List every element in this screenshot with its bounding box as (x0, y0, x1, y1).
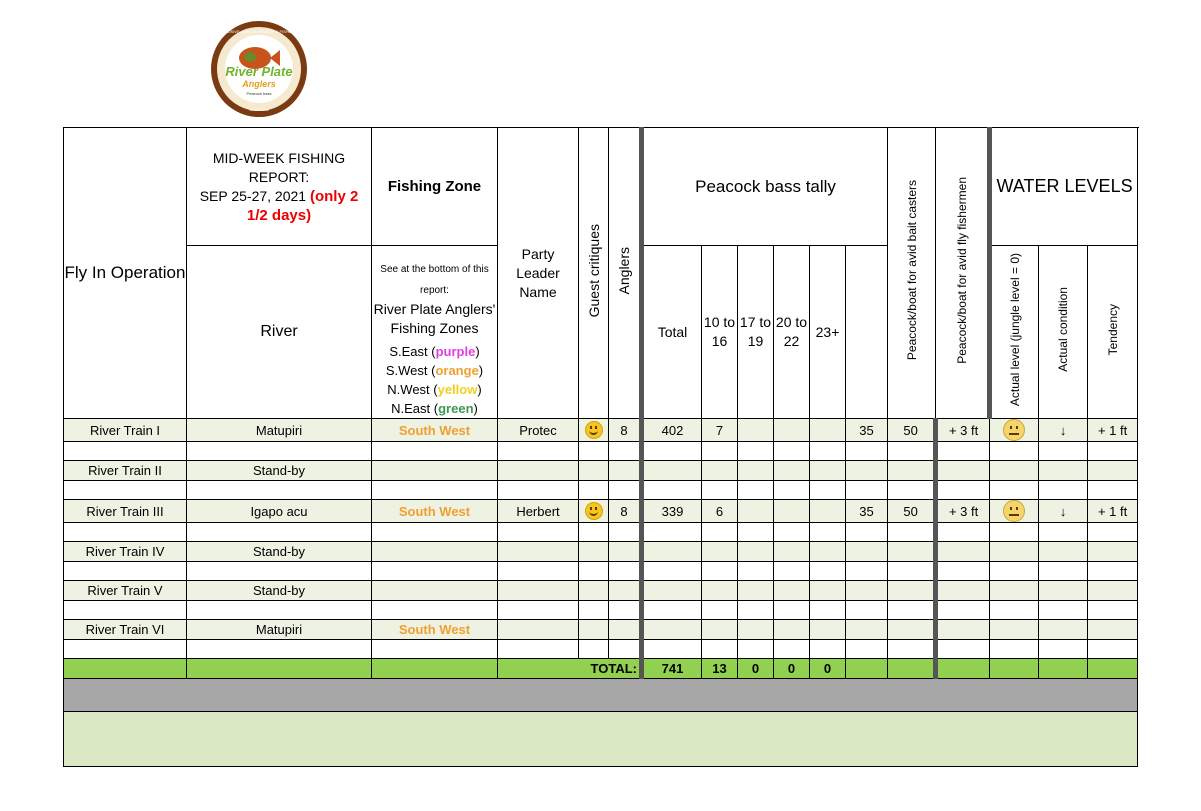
leader-cell (498, 581, 579, 601)
leader-cell: Herbert (498, 500, 579, 523)
bin4-cell (810, 620, 846, 640)
expected-cell: + 1 ft (1088, 500, 1138, 523)
critique-cell (579, 581, 609, 601)
bin3-cell (774, 542, 810, 562)
total-cell (642, 620, 702, 640)
spacer-row (64, 481, 1138, 500)
condition-cell (990, 500, 1039, 523)
level-cell (936, 581, 990, 601)
footer-row (64, 712, 1138, 767)
svg-text:Anglers: Anglers (242, 79, 276, 89)
operation-cell: River Train V (64, 581, 187, 601)
neutral-face-icon (1003, 419, 1025, 441)
fly-cell (888, 461, 936, 481)
total-label: TOTAL: (498, 659, 642, 679)
operation-cell: River Train II (64, 461, 187, 481)
guest-critiques-label: Guest critiques (585, 223, 602, 318)
tendency-cell (1039, 581, 1088, 601)
bait-cell (846, 581, 888, 601)
bin3-cell (774, 581, 810, 601)
anglers-cell: 8 (609, 419, 642, 442)
bin-23-plus-header: 23+ (810, 246, 846, 419)
bin2-cell (738, 461, 774, 481)
actual-level-label: Actual level (jungle level = 0) (1008, 252, 1023, 407)
table-row (64, 620, 1138, 640)
report-dates: SEP 25-27, 2021 (199, 187, 307, 204)
zone-se: S.East (purple) (389, 344, 480, 359)
zone-cell (372, 461, 498, 481)
report-note: (only 2 1/2 days) (246, 187, 359, 224)
fly-fishermen-header (936, 128, 990, 419)
tendency-cell (1039, 461, 1088, 481)
bin4-cell (810, 581, 846, 601)
condition-cell (990, 620, 1039, 640)
bin4-cell (810, 461, 846, 481)
fishing-zone-header: Fishing Zone (372, 128, 498, 246)
zone-note-1: See at the bottom of this report: (380, 264, 489, 296)
total-bin-10-16: 13 (702, 659, 738, 679)
bin1-cell (702, 461, 738, 481)
total-bin-23-plus: 0 (810, 659, 846, 679)
critique-cell (579, 542, 609, 562)
critique-cell (579, 620, 609, 640)
grand-total: 741 (642, 659, 702, 679)
leader-cell (498, 620, 579, 640)
svg-text:Since 1992: Since 1992 (248, 107, 270, 112)
bin1-cell: 7 (702, 419, 738, 442)
critique-cell (579, 419, 609, 442)
total-bin-17-19: 0 (738, 659, 774, 679)
leader-cell (498, 461, 579, 481)
zone-cell: South West (372, 620, 498, 640)
river-cell: Stand-by (187, 542, 372, 562)
bin1-cell (702, 542, 738, 562)
fly-cell: 50 (888, 500, 936, 523)
bin-20-22-header: 20 to 22 (774, 246, 810, 419)
river-cell: Igapo acu (187, 500, 372, 523)
bait-cell (846, 461, 888, 481)
zone-sw: S.West (orange) (385, 363, 484, 378)
total-cell (642, 542, 702, 562)
river-cell: Stand-by (187, 461, 372, 481)
bait-cell: 35 (846, 419, 888, 442)
zone-cell: South West (372, 500, 498, 523)
table-row (64, 461, 1138, 481)
anglers-cell (609, 581, 642, 601)
gray-separator-row (64, 679, 1138, 712)
total-cell: 339 (642, 500, 702, 523)
anglers-cell (609, 461, 642, 481)
anglers-cell (609, 620, 642, 640)
bin1-cell (702, 620, 738, 640)
tendency-cell: ↓ (1039, 500, 1088, 523)
fly-cell (888, 542, 936, 562)
party-leader-header: Party Leader Name (498, 128, 579, 419)
leader-cell: Protec (498, 419, 579, 442)
total-bin-20-22: 0 (774, 659, 810, 679)
svg-text:River Plate: River Plate (225, 64, 293, 79)
spacer-row (64, 601, 1138, 620)
level-cell (936, 542, 990, 562)
svg-text:Peacock bass: Peacock bass (246, 91, 272, 96)
bin4-cell (810, 500, 846, 523)
zone-cell (372, 542, 498, 562)
spacer-row (64, 640, 1138, 659)
bin2-cell (738, 542, 774, 562)
operation-cell: River Train IV (64, 542, 187, 562)
spacer-row (64, 523, 1138, 542)
bin1-cell (702, 581, 738, 601)
river-cell: Matupiri (187, 419, 372, 442)
expected-cell (1088, 461, 1138, 481)
anglers-cell: 8 (609, 500, 642, 523)
river-cell: Matupiri (187, 620, 372, 640)
total-cell: 402 (642, 419, 702, 442)
fly-fishermen-label: Peacock/boat for avid fly fishermen (954, 177, 969, 364)
river-plate-anglers-logo (210, 20, 308, 118)
bait-cell (846, 620, 888, 640)
condition-cell (990, 581, 1039, 601)
bin3-cell (774, 461, 810, 481)
table-row (64, 581, 1138, 601)
level-cell: + 3 ft (936, 419, 990, 442)
critique-cell (579, 500, 609, 523)
report-rows (64, 419, 1138, 659)
total-cell (642, 461, 702, 481)
actual-condition-label: Actual condition (1056, 287, 1071, 372)
zone-nw: N.West (yellow) (387, 382, 482, 397)
expected-cell (1088, 581, 1138, 601)
spacer-row (64, 562, 1138, 581)
expected-cell (1088, 620, 1138, 640)
zone-cell: South West (372, 419, 498, 442)
smiley-icon (585, 502, 603, 520)
neutral-face-icon (1003, 500, 1025, 522)
zone-note-2: River Plate Anglers' Fishing Zones (373, 301, 496, 336)
tendency-cell: ↓ (1039, 419, 1088, 442)
operation-cell: River Train VI (64, 620, 187, 640)
actual-condition-header (1039, 246, 1088, 419)
level-cell (936, 620, 990, 640)
smiley-icon (585, 421, 603, 439)
anglers-cell (609, 542, 642, 562)
anglers-label: Anglers (616, 246, 632, 295)
bin4-cell (810, 542, 846, 562)
fly-in-operation-header: Fly In Operation (64, 128, 187, 419)
bin-17-19-header: 17 to 19 (738, 246, 774, 419)
level-cell: + 3 ft (936, 500, 990, 523)
bait-cell (846, 542, 888, 562)
leader-cell (498, 542, 579, 562)
bait-casters-label: Peacock/boat for avid bait casters (904, 180, 919, 361)
svg-text:EXCLUSIVE AMAZON PEACOCK FISHE: EXCLUSIVE AMAZON PEACOCK FISHERIES (217, 29, 301, 34)
anglers-header (609, 128, 642, 419)
report-title-cell (187, 128, 372, 246)
bin2-cell (738, 620, 774, 640)
bin2-cell (738, 419, 774, 442)
bin-10-16-header: 10 to 16 (702, 246, 738, 419)
expected-cell (1088, 542, 1138, 562)
zone-cell (372, 581, 498, 601)
spacer-row (64, 442, 1138, 461)
bin1-cell: 6 (702, 500, 738, 523)
fly-cell: 50 (888, 419, 936, 442)
water-levels-header: WATER LEVELS (990, 128, 1138, 246)
actual-level-header (990, 246, 1039, 419)
total-header: Total (642, 246, 702, 419)
expected-cell: + 1 ft (1088, 419, 1138, 442)
guest-critiques-header (579, 128, 609, 419)
bait-cell: 35 (846, 500, 888, 523)
condition-cell (990, 542, 1039, 562)
operation-cell: River Train I (64, 419, 187, 442)
table-row (64, 542, 1138, 562)
bin4-cell (810, 419, 846, 442)
critique-cell (579, 461, 609, 481)
peacock-tally-header: Peacock bass tally (642, 128, 888, 246)
tendency-header (1088, 246, 1138, 419)
total-row (64, 659, 1138, 679)
condition-cell (990, 461, 1039, 481)
tendency-cell (1039, 542, 1088, 562)
total-cell (642, 581, 702, 601)
bin3-cell (774, 500, 810, 523)
table-row (64, 500, 1138, 523)
operation-cell: River Train III (64, 500, 187, 523)
bait-casters-header (888, 128, 936, 419)
river-header: River (187, 246, 372, 419)
zone-ne: N.East (green) (391, 401, 478, 416)
condition-cell (990, 419, 1039, 442)
bin3-cell (774, 620, 810, 640)
fishing-report-table (63, 127, 1138, 767)
bin2-cell (738, 500, 774, 523)
table-row (64, 419, 1138, 442)
river-cell: Stand-by (187, 581, 372, 601)
bin2-cell (738, 581, 774, 601)
zone-legend (372, 246, 498, 419)
fly-cell (888, 581, 936, 601)
level-cell (936, 461, 990, 481)
fly-cell (888, 620, 936, 640)
bin3-cell (774, 419, 810, 442)
tendency-label: Tendency (1105, 303, 1120, 356)
report-title: MID-WEEK FISHING REPORT: (212, 149, 346, 185)
tendency-cell (1039, 620, 1088, 640)
